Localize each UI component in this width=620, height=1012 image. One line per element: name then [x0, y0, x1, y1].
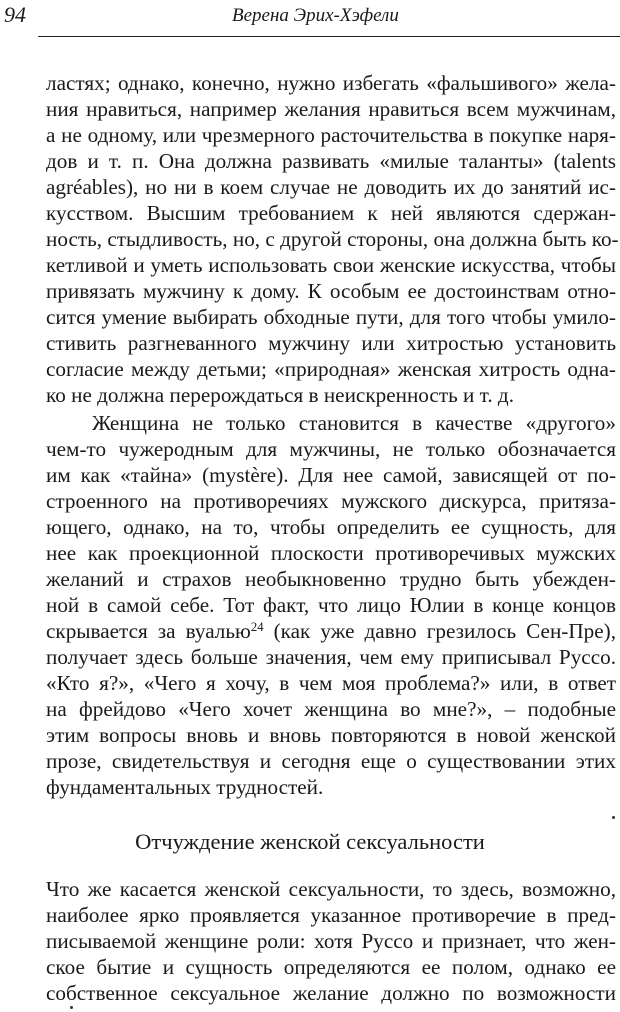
text-line: стивить разгневанного мужчину или хитростью установить [46, 331, 616, 355]
text-line: фундаментальных трудностей. [46, 775, 324, 799]
text-line: желаний и страхов необыкновенно трудно быть убежден- [46, 567, 616, 591]
page-number: 94 [4, 2, 26, 27]
text-line: строенного на противоречиях мужского дискурса, притяза- [46, 489, 616, 513]
text-line: ское бытие и сущность определяются ее полом, однако ее [46, 955, 616, 979]
text-fragment: скрывается за вуалью [46, 619, 251, 643]
running-head: Верена Эрих-Хэфели [232, 5, 399, 26]
text-line: ко не должна перерождаться в неискренность и т. д. [46, 383, 515, 407]
text-line: собственное сексуальное желание должно по возможности [46, 981, 616, 1005]
section-heading: Отчуждение женской сексуальности [135, 829, 485, 854]
text-line: прозе, свидетельствуя и сегодня еще о существовании этих [46, 749, 616, 773]
text-line: писываемой женщине роли: хотя Руссо и признает, что жен- [46, 929, 616, 953]
text-line: дов и т. п. Она должна развивать «милые таланты» (talents [46, 149, 616, 173]
text-line: сится умение выбирать обходные пути, для того чтобы умило- [46, 305, 616, 329]
text-line: «Кто я?», «Чего я хочу, в чем моя проблема?» или, в ответ [46, 671, 616, 695]
text-line: Женщина не только становится в качестве «другого» [92, 411, 616, 435]
text-line: agréables), но ни в коем случае не доводить их до занятий ис- [46, 175, 616, 199]
page-header [0, 0, 620, 34]
text-line: ной в самой себе. Тот факт, что лицо Юлии в конце концов [46, 593, 616, 617]
text-line: на фрейдово «Чего хочет женщина во мне?», – подобные [46, 697, 616, 721]
text-line: а не одному, или чрезмерного расточительства в покупке наря- [46, 123, 616, 147]
text-line-with-footnote-ref [46, 618, 616, 644]
text-line: чем-то чужеродным для мужчины, не только обозначается [46, 437, 616, 461]
text-line: наиболее ярко проявляется указанное противоречие в пред- [46, 903, 616, 927]
text-line: этим вопросы вновь и вновь повторяются в новой женской [46, 723, 616, 747]
scan-speck [612, 816, 615, 819]
text-line: ния нравиться, например желания нравиться всем мужчинам, [46, 97, 616, 121]
text-line: нее как проекционной плоскости противоречивых мужских [46, 541, 616, 565]
footnote-ref: 24 [250, 620, 264, 635]
text-line: им как «тайна» (mystère). Для нее самой, зависящей от по- [46, 463, 616, 487]
text-line: согласие между детьми; «природная» женская хитрость одна- [46, 357, 616, 381]
text-line: ластях; однако, конечно, нужно избегать «фальшивого» жела- [46, 71, 616, 95]
text-line: кетливой и уметь использовать свои женские искусства, чтобы [46, 253, 616, 277]
header-rule [38, 36, 620, 37]
text-line: Что же касается женской сексуальности, то здесь, возможно, [46, 877, 616, 901]
text-line: ность, стыдливость, но, с другой стороны, она должна быть ко- [46, 227, 619, 251]
text-line: ющего, однако, на то, чтобы определить ее сущность, для [46, 515, 616, 539]
text-line: кусством. Высшим требованием к ней являются сдержан- [46, 201, 616, 225]
text-fragment: (как уже давно грезилось Сен-Пре), [263, 619, 617, 643]
text-line: привязать мужчину к дому. К особым ее достоинствам отно- [46, 279, 616, 303]
text-line: получает здесь больше значения, чем ему приписывал Руссо. [46, 645, 616, 669]
scan-speck [70, 1006, 73, 1009]
